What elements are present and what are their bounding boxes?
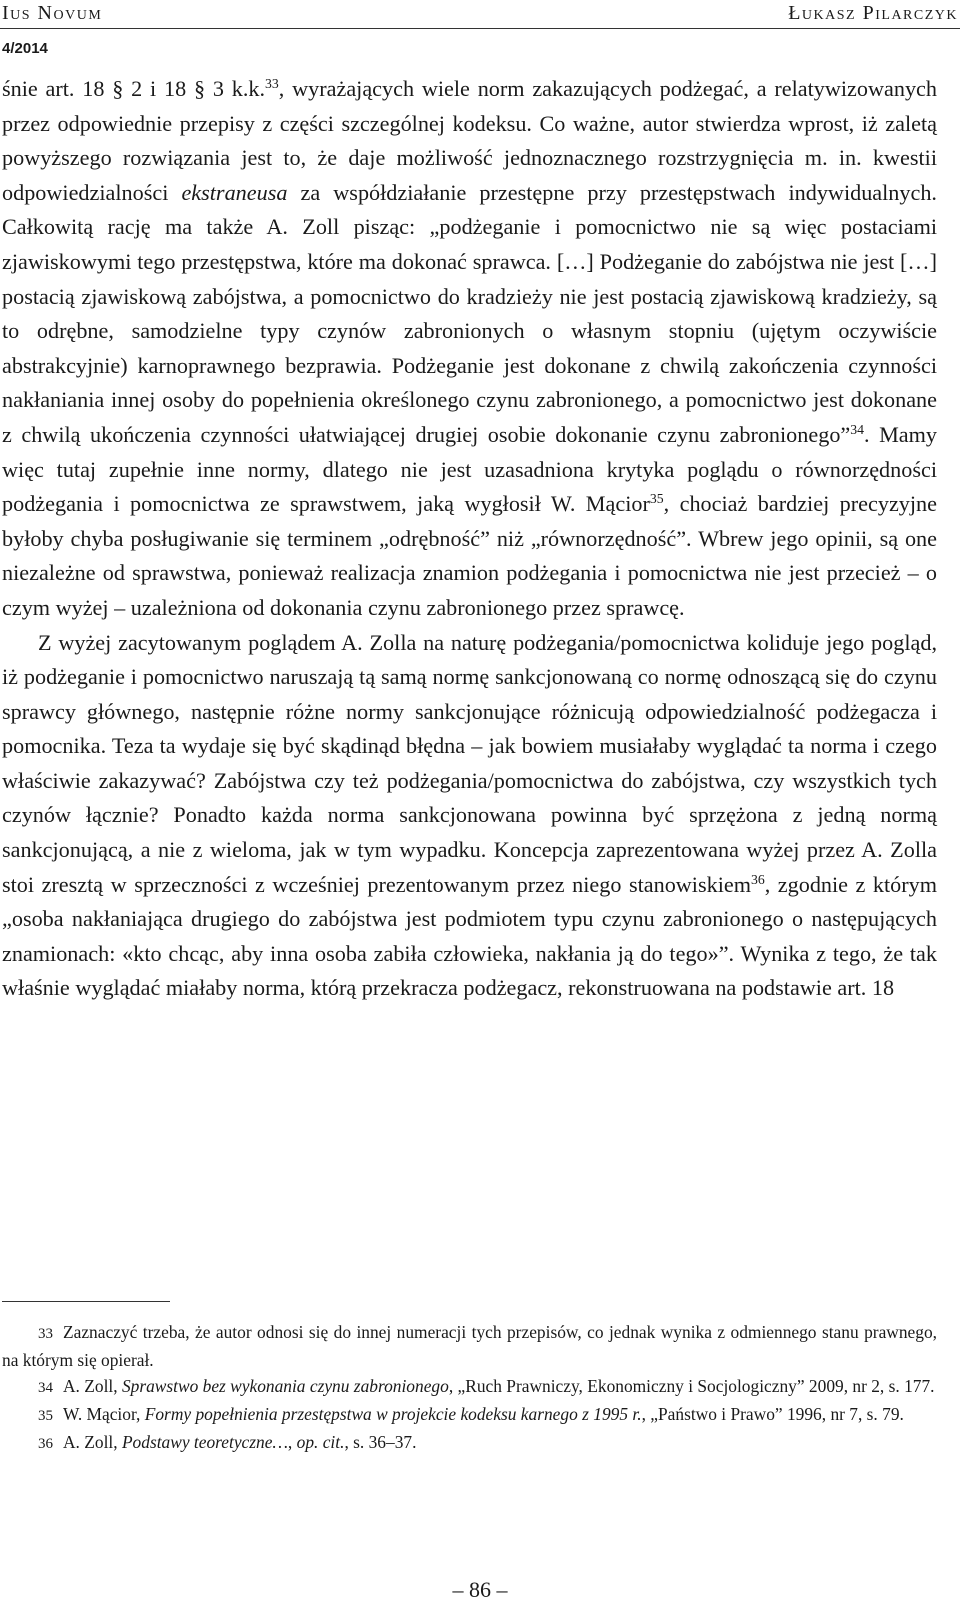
italic-text: Podstawy teoretyczne… [121, 1432, 288, 1452]
text-run: A. Zoll, [63, 1376, 122, 1396]
page-number: – 86 – [452, 1577, 508, 1602]
text-run: Zaznaczyć trzeba, że autor odnosi się do innej numeracji tych przepisów, co jednak wynika z odmiennego stanu prawnego, na którym się opierał. [2, 1322, 937, 1370]
footnote-36 [2, 1429, 937, 1457]
running-header [0, 0, 960, 32]
footnote-text [63, 1432, 416, 1452]
footnote-number: 36 [38, 1436, 53, 1452]
text-run: W. Mącior, [63, 1404, 145, 1424]
footnote-text [63, 1404, 904, 1424]
italic-text: ekstraneusa [181, 179, 288, 205]
footnote-ref: 36 [750, 871, 765, 887]
text-run: Z wyżej zacytowanym poglądem A. Zolla na naturę podżegania/pomocnictwa koliduje jego pogląd, iż podżeganie i pomocnictwo naruszają tą samą normę sankcjonowaną co normę odnoszącą się do czynu sprawcy głównego, następnie różne normy sankcjonujące różnicują odpowiedzialność podżegacza i pomocnika. Teza ta wydaje się być skądinąd błędna – jak bowiem musiałaby wyglądać ta norma i czego właściwie zakazywać? Zabójstwa czy też podżegania/pomocnictwa do zabójstwa, czy wszystkich tych czynów łącznie? Ponadto każda norma sankcjonowana powinna być sprzężona z jedną normą sankcjonującą, a nie z wieloma, jak w tym wypadku. Koncepcja zaprezentowana wyżej przez A. Zolla stoi zresztą w sprzeczności z wcześniej prezentowanym przez niego stanowiskiem [2, 629, 937, 897]
journal-title: Ius Novum [2, 2, 103, 24]
footnotes [2, 1319, 937, 1457]
main-text [2, 72, 937, 1006]
text-run: , „Państwo i Prawo” 1996, nr 7, s. 79. [641, 1404, 904, 1424]
footnote-33 [2, 1319, 937, 1373]
text-run: , zgodnie z którym „osoba nakłaniająca drugiego do zabójstwa jest podmiotem typu czynu zabronionego o następujących znamionach: «kto chcąc, aby inna osoba zabiła człowieka, nakłania ją do tego»”. Wynika z tego, że tak właśnie wyglądać miałaby norma, którą przekracza podżegacz, rekonstruowana na podstawie art. 18 [2, 871, 937, 1001]
footnote-ref: 35 [649, 491, 664, 507]
footnote-34 [2, 1373, 937, 1401]
text-run: , [287, 1432, 297, 1452]
text-run: , wyrażających wiele norm zakazujących podżegać, a relatywizowanych przez odpowiednie przepisy z części szczególnej kodeksu. Co ważne, autor stwierdza wprost, iż zaletą powyższego rozwiązania jest to, że daje możliwość jednoznacznego rozstrzygnięcia m. in. kwestii odpowiedzialności [2, 76, 937, 205]
footnote-ref: 34 [850, 421, 865, 437]
text-run: . Mamy więc tutaj zupełnie inne normy, dlatego nie jest uzasadniona krytyka poglądu o równorzędności podżegania i pomocnictwa ze sprawstwem, jaką wygłosił W. Mącior [2, 421, 937, 517]
issue-number: 4/2014 [2, 40, 48, 57]
text-run: A. Zoll, [63, 1432, 122, 1452]
italic-text: Formy popełnienia przestępstwa w projekcie kodeksu karnego z 1995 r. [144, 1404, 642, 1424]
footnote-text [63, 1376, 935, 1396]
paragraph-1 [2, 72, 937, 626]
footnote-number: 33 [38, 1326, 53, 1342]
author-name: Łukasz Pilarczyk [788, 2, 958, 24]
footnote-separator [2, 1301, 170, 1302]
text-run: , s. 36–37. [344, 1432, 417, 1452]
footnote-35 [2, 1401, 937, 1429]
paragraph-2 [2, 626, 937, 1007]
footnote-number: 34 [38, 1380, 53, 1396]
text-run: , chociaż bardziej precyzyjne byłoby chyba posługiwanie się terminem „odrębność” niż „równorzędność”. Wbrew jego opinii, są one niezależne od sprawstwa, ponieważ realizacja znamion podżegania i pomocnictwa nie jest przecież – o czym wyżej – uzależniona od dokonania czynu zabronionego przez sprawcę. [2, 491, 937, 620]
text-run: za współdziałanie przestępne przy przestępstwach indywidualnych. Całkowitą rację ma także A. Zoll pisząc: „podżeganie i pomocnictwo nie są więc postaciami zjawiskowymi tego przestępstwa, które ma dokonać sprawca. […] Podżeganie do zabójstwa nie jest […] postacią zjawiskową zabójstwa, a pomocnictwo do kradzieży nie jest postacią zjawiskową kradzieży, są to odrębne, samodzielne typy czynów zabronionych o własnym stopniu (ujętym oczywiście abstrakcyjnie) karnoprawnego bezprawia. Podżeganie jest dokonane z chwilą zakończenia czynności nakłaniania innej osoby do popełnienia określonego czynu zabronionego, a pomocnictwo jest dokonane z chwilą ukończenia czynności ułatwiającej drugiej osobie dokonanie czynu zabronionego” [2, 179, 937, 447]
italic-text: op. cit. [296, 1432, 345, 1452]
footnote-number: 35 [38, 1408, 53, 1424]
footnote-ref: 33 [265, 76, 279, 92]
footnote-text [2, 1322, 937, 1370]
header-rule [0, 28, 960, 29]
text-run: śnie art. 18 § 2 i 18 § 3 k.k. [2, 76, 266, 101]
italic-text: Sprawstwo bez wykonania czynu zabronionego [121, 1376, 449, 1396]
text-run: , „Ruch Prawniczy, Ekonomiczny i Socjologiczny” 2009, nr 2, s. 177. [448, 1376, 935, 1396]
